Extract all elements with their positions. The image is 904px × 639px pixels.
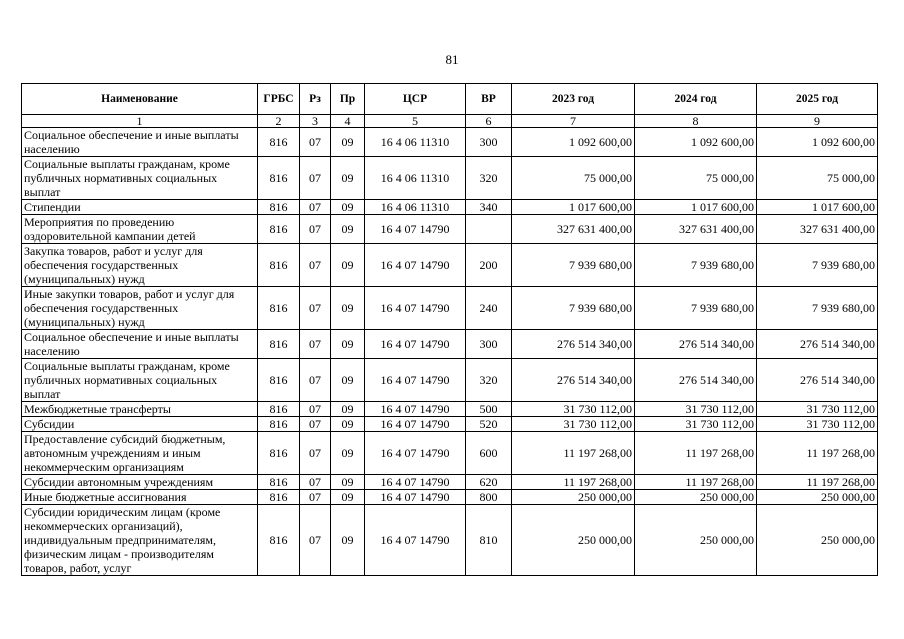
- budget-table: [21, 83, 878, 576]
- header-grbs: ГРБС: [258, 84, 300, 115]
- pr-cell: 09: [331, 359, 365, 402]
- amount-2023-cell: 276 514 340,00: [512, 330, 635, 359]
- table-row: [22, 330, 878, 359]
- csr-cell: 16 4 07 14790: [365, 505, 466, 576]
- index-cell: 5: [365, 115, 466, 128]
- amount-2023-cell: 327 631 400,00: [512, 215, 635, 244]
- row-name-cell: Социальные выплаты гражданам, кроме публичных нормативных социальных выплат: [22, 359, 258, 402]
- vr-cell: 500: [466, 402, 512, 417]
- pr-cell: 09: [331, 330, 365, 359]
- pr-cell: 09: [331, 490, 365, 505]
- amount-2023-cell: 250 000,00: [512, 490, 635, 505]
- index-cell: 2: [258, 115, 300, 128]
- amount-2025-cell: 276 514 340,00: [757, 330, 878, 359]
- amount-2024-cell: 1 092 600,00: [635, 128, 757, 157]
- pr-cell: 09: [331, 157, 365, 200]
- header-2024: 2024 год: [635, 84, 757, 115]
- amount-2023-cell: 250 000,00: [512, 505, 635, 576]
- table-row: [22, 200, 878, 215]
- csr-cell: 16 4 06 11310: [365, 157, 466, 200]
- vr-cell: 600: [466, 432, 512, 475]
- table-row: [22, 359, 878, 402]
- rz-cell: 07: [300, 432, 331, 475]
- csr-cell: 16 4 07 14790: [365, 432, 466, 475]
- table-row: [22, 128, 878, 157]
- table-row: [22, 417, 878, 432]
- row-name-cell: Социальное обеспечение и иные выплаты населению: [22, 330, 258, 359]
- amount-2025-cell: 75 000,00: [757, 157, 878, 200]
- row-name-cell: Социальные выплаты гражданам, кроме публичных нормативных социальных выплат: [22, 157, 258, 200]
- vr-cell: 300: [466, 128, 512, 157]
- vr-cell: 810: [466, 505, 512, 576]
- csr-cell: 16 4 06 11310: [365, 128, 466, 157]
- csr-cell: 16 4 07 14790: [365, 330, 466, 359]
- index-cell: 8: [635, 115, 757, 128]
- table-row: [22, 432, 878, 475]
- rz-cell: 07: [300, 128, 331, 157]
- amount-2024-cell: 250 000,00: [635, 505, 757, 576]
- header-name: Наименование: [22, 84, 258, 115]
- pr-cell: 09: [331, 128, 365, 157]
- grbs-cell: 816: [258, 475, 300, 490]
- row-name-cell: Социальное обеспечение и иные выплаты населению: [22, 128, 258, 157]
- amount-2024-cell: 276 514 340,00: [635, 359, 757, 402]
- pr-cell: 09: [331, 505, 365, 576]
- table-row: [22, 244, 878, 287]
- rz-cell: 07: [300, 402, 331, 417]
- index-cell: 7: [512, 115, 635, 128]
- grbs-cell: 816: [258, 215, 300, 244]
- table-row: [22, 490, 878, 505]
- rz-cell: 07: [300, 359, 331, 402]
- amount-2025-cell: 1 017 600,00: [757, 200, 878, 215]
- table-row: [22, 505, 878, 576]
- rz-cell: 07: [300, 505, 331, 576]
- amount-2025-cell: 1 092 600,00: [757, 128, 878, 157]
- vr-cell: 800: [466, 490, 512, 505]
- vr-cell: 340: [466, 200, 512, 215]
- pr-cell: 09: [331, 417, 365, 432]
- amount-2025-cell: 31 730 112,00: [757, 402, 878, 417]
- index-cell: 3: [300, 115, 331, 128]
- vr-cell: [466, 215, 512, 244]
- header-pr: Пр: [331, 84, 365, 115]
- csr-cell: 16 4 07 14790: [365, 475, 466, 490]
- amount-2023-cell: 7 939 680,00: [512, 287, 635, 330]
- vr-cell: 520: [466, 417, 512, 432]
- csr-cell: 16 4 07 14790: [365, 417, 466, 432]
- header-2023: 2023 год: [512, 84, 635, 115]
- amount-2024-cell: 7 939 680,00: [635, 287, 757, 330]
- rz-cell: 07: [300, 287, 331, 330]
- amount-2023-cell: 31 730 112,00: [512, 417, 635, 432]
- amount-2023-cell: 75 000,00: [512, 157, 635, 200]
- vr-cell: 320: [466, 157, 512, 200]
- csr-cell: 16 4 07 14790: [365, 215, 466, 244]
- amount-2023-cell: 11 197 268,00: [512, 475, 635, 490]
- amount-2023-cell: 276 514 340,00: [512, 359, 635, 402]
- row-name-cell: Субсидии: [22, 417, 258, 432]
- index-cell: 6: [466, 115, 512, 128]
- header-vr: ВР: [466, 84, 512, 115]
- amount-2025-cell: 327 631 400,00: [757, 215, 878, 244]
- rz-cell: 07: [300, 200, 331, 215]
- amount-2023-cell: 1 092 600,00: [512, 128, 635, 157]
- column-index-row: [22, 115, 878, 128]
- pr-cell: 09: [331, 402, 365, 417]
- rz-cell: 07: [300, 244, 331, 287]
- csr-cell: 16 4 07 14790: [365, 402, 466, 417]
- rz-cell: 07: [300, 490, 331, 505]
- row-name-cell: Мероприятия по проведению оздоровительной кампании детей: [22, 215, 258, 244]
- vr-cell: 300: [466, 330, 512, 359]
- amount-2025-cell: 250 000,00: [757, 490, 878, 505]
- grbs-cell: 816: [258, 402, 300, 417]
- amount-2024-cell: 31 730 112,00: [635, 417, 757, 432]
- amount-2024-cell: 7 939 680,00: [635, 244, 757, 287]
- table-row: [22, 157, 878, 200]
- table-row: [22, 402, 878, 417]
- row-name-cell: Предоставление субсидий бюджетным, автономным учреждениям и иным некоммерческим организациям: [22, 432, 258, 475]
- amount-2025-cell: 7 939 680,00: [757, 244, 878, 287]
- grbs-cell: 816: [258, 359, 300, 402]
- header-rz: Рз: [300, 84, 331, 115]
- grbs-cell: 816: [258, 505, 300, 576]
- amount-2024-cell: 75 000,00: [635, 157, 757, 200]
- row-name-cell: Межбюджетные трансферты: [22, 402, 258, 417]
- amount-2023-cell: 7 939 680,00: [512, 244, 635, 287]
- row-name-cell: Субсидии автономным учреждениям: [22, 475, 258, 490]
- amount-2025-cell: 276 514 340,00: [757, 359, 878, 402]
- pr-cell: 09: [331, 244, 365, 287]
- amount-2024-cell: 250 000,00: [635, 490, 757, 505]
- row-name-cell: Закупка товаров, работ и услуг для обеспечения государственных (муниципальных) нужд: [22, 244, 258, 287]
- pr-cell: 09: [331, 215, 365, 244]
- row-name-cell: Иные закупки товаров, работ и услуг для обеспечения государственных (муниципальных) нужд: [22, 287, 258, 330]
- table-row: [22, 475, 878, 490]
- index-cell: 9: [757, 115, 878, 128]
- amount-2023-cell: 1 017 600,00: [512, 200, 635, 215]
- grbs-cell: 816: [258, 330, 300, 359]
- amount-2024-cell: 11 197 268,00: [635, 432, 757, 475]
- pr-cell: 09: [331, 432, 365, 475]
- pr-cell: 09: [331, 475, 365, 490]
- pr-cell: 09: [331, 200, 365, 215]
- row-name-cell: Иные бюджетные ассигнования: [22, 490, 258, 505]
- grbs-cell: 816: [258, 417, 300, 432]
- amount-2023-cell: 31 730 112,00: [512, 402, 635, 417]
- grbs-cell: 816: [258, 128, 300, 157]
- rz-cell: 07: [300, 215, 331, 244]
- row-name-cell: Субсидии юридическим лицам (кроме некоммерческих организаций), индивидуальным предпринимателям, физическим лицам - производителям товаров, работ, услуг: [22, 505, 258, 576]
- grbs-cell: 816: [258, 200, 300, 215]
- grbs-cell: 816: [258, 157, 300, 200]
- index-cell: 4: [331, 115, 365, 128]
- row-name-cell: Стипендии: [22, 200, 258, 215]
- amount-2025-cell: 250 000,00: [757, 505, 878, 576]
- rz-cell: 07: [300, 417, 331, 432]
- grbs-cell: 816: [258, 490, 300, 505]
- amount-2025-cell: 31 730 112,00: [757, 417, 878, 432]
- header-2025: 2025 год: [757, 84, 878, 115]
- vr-cell: 200: [466, 244, 512, 287]
- csr-cell: 16 4 07 14790: [365, 287, 466, 330]
- page-number: 81: [445, 52, 459, 67]
- amount-2024-cell: 31 730 112,00: [635, 402, 757, 417]
- amount-2023-cell: 11 197 268,00: [512, 432, 635, 475]
- rz-cell: 07: [300, 475, 331, 490]
- amount-2025-cell: 7 939 680,00: [757, 287, 878, 330]
- table-row: [22, 215, 878, 244]
- amount-2024-cell: 1 017 600,00: [635, 200, 757, 215]
- amount-2025-cell: 11 197 268,00: [757, 475, 878, 490]
- amount-2024-cell: 327 631 400,00: [635, 215, 757, 244]
- csr-cell: 16 4 06 11310: [365, 200, 466, 215]
- rz-cell: 07: [300, 157, 331, 200]
- csr-cell: 16 4 07 14790: [365, 490, 466, 505]
- vr-cell: 320: [466, 359, 512, 402]
- header-csr: ЦСР: [365, 84, 466, 115]
- csr-cell: 16 4 07 14790: [365, 359, 466, 402]
- grbs-cell: 816: [258, 244, 300, 287]
- vr-cell: 240: [466, 287, 512, 330]
- index-cell: 1: [22, 115, 258, 128]
- amount-2024-cell: 11 197 268,00: [635, 475, 757, 490]
- grbs-cell: 816: [258, 432, 300, 475]
- table-header-row: [22, 84, 878, 115]
- grbs-cell: 816: [258, 287, 300, 330]
- amount-2024-cell: 276 514 340,00: [635, 330, 757, 359]
- rz-cell: 07: [300, 330, 331, 359]
- pr-cell: 09: [331, 287, 365, 330]
- csr-cell: 16 4 07 14790: [365, 244, 466, 287]
- table-row: [22, 287, 878, 330]
- amount-2025-cell: 11 197 268,00: [757, 432, 878, 475]
- vr-cell: 620: [466, 475, 512, 490]
